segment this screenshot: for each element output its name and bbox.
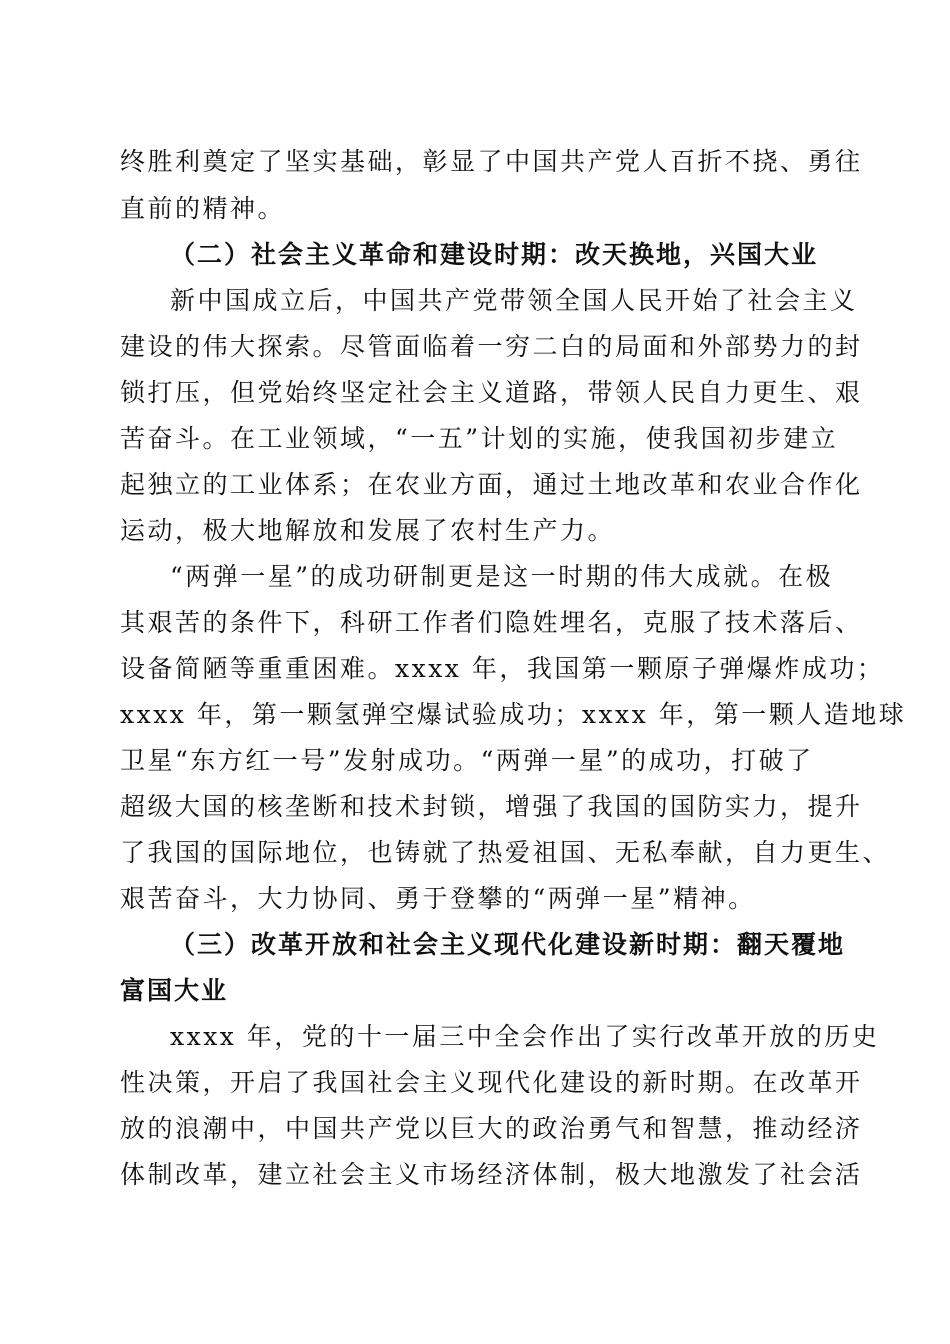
text-line: 起独立的工业体系；在农业方面，通过土地改革和农业合作化 <box>120 470 863 499</box>
text-line: xxxx 年，党的十一届三中全会作出了实行改革开放的历史 <box>170 1022 880 1051</box>
text-line: 放的浪潮中，中国共产党以巨大的政治勇气和智慧，推动经济 <box>120 1114 863 1143</box>
text-line: xxxx 年，第一颗氢弹空爆试验成功；xxxx 年，第一颗人造地球 <box>120 700 907 729</box>
text-line: 艰苦奋斗，大力协同、勇于登攀的“两弹一星”精神。 <box>120 884 756 913</box>
text-line: 新中国成立后，中国共产党带领全国人民开始了社会主义 <box>170 286 858 315</box>
text-line: 其艰苦的条件下，科研工作者们隐姓埋名，克服了技术落后、 <box>120 608 863 637</box>
text-line: 体制改革，建立社会主义市场经济体制，极大地激发了社会活 <box>120 1160 863 1189</box>
text-line: 超级大国的核垄断和技术封锁，增强了我国的国防实力，提升 <box>120 792 863 821</box>
text-line: 卫星“东方红一号”发射成功。“两弹一星”的成功，打破了 <box>120 746 814 775</box>
text-line: 建设的伟大探索。尽管面临着一穷二白的局面和外部势力的封 <box>120 332 863 361</box>
text-line: 性决策，开启了我国社会主义现代化建设的新时期。在改革开 <box>120 1068 863 1097</box>
text-line: 终胜利奠定了坚实基础，彰显了中国共产党人百折不挠、勇往 <box>120 147 863 176</box>
text-line: “两弹一星”的成功研制更是这一时期的伟大成就。在极 <box>170 562 834 591</box>
section-heading: （二）社会主义革命和建设时期：改天换地，兴国大业 <box>170 240 819 269</box>
text-line: 苦奋斗。在工业领域，“一五”计划的实施，使我国初步建立 <box>120 424 839 453</box>
text-line: 直前的精神。 <box>120 194 286 223</box>
section-heading-continued: 富国大业 <box>120 976 229 1005</box>
text-line: 设备简陋等重重困难。xxxx 年，我国第一颗原子弹爆炸成功； <box>120 654 885 683</box>
text-line: 了我国的国际地位，也铸就了热爱祖国、无私奉献，自力更生、 <box>120 838 891 867</box>
section-heading: （三）改革开放和社会主义现代化建设新时期：翻天覆地 <box>170 930 846 959</box>
text-line: 运动，极大地解放和发展了农村生产力。 <box>120 516 616 545</box>
text-line: 锁打压，但党始终坚定社会主义道路，带领人民自力更生、艰 <box>120 378 863 407</box>
